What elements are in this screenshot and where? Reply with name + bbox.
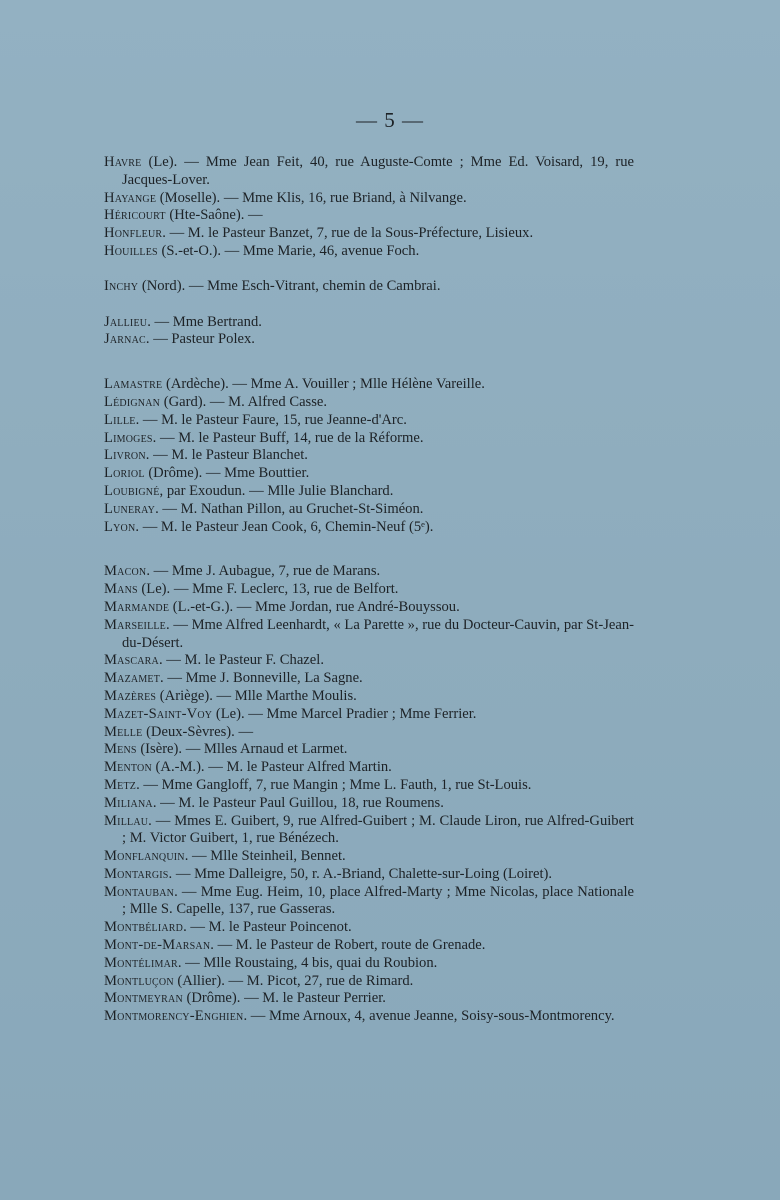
directory-entry	[104, 207, 634, 225]
directory-entry	[104, 884, 634, 920]
place-name: Melle	[104, 723, 143, 740]
place-name: Honfleur	[104, 225, 163, 242]
directory-entry	[104, 563, 634, 581]
place-name: Monflanquin	[104, 848, 185, 865]
place-name: Menton	[104, 759, 152, 776]
entry-text: . — Mme Dalleigre, 50, r. A.-Briand, Chalette-sur-Loing (Loiret).	[168, 865, 553, 882]
entry-text: . — M. le Pasteur Jean Cook, 6, Chemin-Neuf (5ᵉ).	[135, 518, 434, 535]
entry-text: . — M. le Pasteur Poincenot.	[183, 919, 352, 936]
directory-entry	[104, 688, 634, 706]
place-name: Mazamet	[104, 670, 161, 687]
directory-entry	[104, 955, 634, 973]
entry-text: (Allier). — M. Picot, 27, rue de Rimard.	[173, 972, 414, 989]
directory-entry	[104, 777, 634, 795]
entry-text: . — Mme Alfred Leenhardt, « La Parette », rue du Docteur-Cauvin, par St-Jean-du-Désert.	[122, 616, 634, 651]
place-name: Mans	[104, 581, 138, 598]
place-name: Inchy	[104, 277, 139, 294]
directory-entry	[104, 376, 634, 394]
directory-entry	[104, 412, 634, 430]
directory-entry	[104, 430, 634, 448]
directory-entry	[104, 990, 634, 1008]
entry-text: . — Mme J. Aubague, 7, rue de Marans.	[146, 563, 381, 580]
entry-text: . — Mme Eug. Heim, 10, place Alfred-Marty ; Mme Nicolas, place Nationale ; Mlle S. Capelle, 137, rue Gasseras.	[122, 883, 634, 918]
place-name: Mazères	[104, 687, 157, 704]
place-name: Marmande	[104, 598, 170, 615]
entry-text: . — M. le Pasteur Buff, 14, rue de la Réforme.	[152, 429, 424, 446]
directory-entry	[104, 447, 634, 465]
place-name: Millau	[104, 812, 149, 829]
place-name: Marseille	[104, 616, 166, 633]
place-name: Loubigné	[104, 482, 160, 499]
directory-entry	[104, 795, 634, 813]
place-name: Lédignan	[104, 393, 161, 410]
directory-entry	[104, 501, 634, 519]
directory-entry	[104, 394, 634, 412]
entry-text: (Le). — Mme Jean Feit, 40, rue Auguste-Comte ; Mme Ed. Voisard, 19, rue Jacques-Lover.	[122, 154, 634, 188]
directory-entry	[104, 919, 634, 937]
directory-entry	[104, 759, 634, 777]
directory-entry	[104, 741, 634, 759]
entry-text: (Hte-Saône). —	[165, 207, 263, 224]
entry-text: . — M. le Pasteur Paul Guillou, 18, rue Roumens.	[152, 794, 444, 811]
address-list	[104, 154, 634, 1026]
place-name: Lyon	[104, 518, 136, 535]
place-name: Havre	[104, 154, 142, 170]
directory-entry	[104, 243, 634, 261]
entry-text: . — Mme Gangloff, 7, rue Mangin ; Mme L. Fauth, 1, rue St-Louis.	[136, 776, 532, 793]
place-name: Jarnac	[104, 331, 146, 348]
entry-group	[104, 376, 634, 536]
directory-entry	[104, 190, 634, 208]
directory-entry	[104, 599, 634, 617]
place-name: Héricourt	[104, 207, 166, 224]
entry-group	[104, 563, 634, 1026]
entry-text: (Drôme). — M. le Pasteur Perrier.	[182, 990, 386, 1007]
directory-entry	[104, 581, 634, 599]
directory-entry	[104, 670, 634, 688]
directory-entry	[104, 1008, 634, 1026]
place-name: Hayange	[104, 189, 157, 206]
entry-text: . — Mme Bertrand.	[147, 313, 262, 330]
directory-entry	[104, 706, 634, 724]
directory-entry	[104, 278, 634, 296]
place-name: Miliana	[104, 794, 153, 811]
entry-text: . — M. Nathan Pillon, au Gruchet-St-Siméon.	[155, 500, 424, 517]
place-name: Montluçon	[104, 972, 174, 989]
directory-entry	[104, 724, 634, 742]
place-name: Montélimar	[104, 954, 178, 971]
directory-entry	[104, 973, 634, 991]
place-name: Jallieu	[104, 313, 148, 330]
directory-entry	[104, 937, 634, 955]
entry-text: (Drôme). — Mme Bouttier.	[144, 465, 310, 482]
entry-text: . — M. le Pasteur F. Chazel.	[158, 652, 324, 669]
entry-text: , par Exoudun. — Mlle Julie Blanchard.	[159, 482, 394, 499]
entry-group	[104, 154, 634, 261]
entry-text: . — Mlle Roustaing, 4 bis, quai du Roubion.	[177, 954, 438, 971]
directory-entry	[104, 483, 634, 501]
entry-text: (S.-et-O.). — Mme Marie, 46, avenue Foch.	[157, 242, 420, 259]
directory-entry	[104, 813, 634, 849]
place-name: Metz	[104, 776, 137, 793]
entry-text: (A.-M.). — M. le Pasteur Alfred Martin.	[151, 759, 392, 776]
entry-text: . — M. le Pasteur Faure, 15, rue Jeanne-d'Arc.	[135, 411, 407, 428]
place-name: Montmeyran	[104, 990, 183, 1007]
entry-text: . — Pasteur Polex.	[145, 331, 255, 348]
place-name: Montmorency-Enghien	[104, 1008, 244, 1025]
entry-text: . — Mlle Steinheil, Bennet.	[184, 848, 346, 865]
entry-text: (Le). — Mme F. Leclerc, 13, rue de Belfort.	[137, 581, 399, 598]
directory-entry	[104, 331, 634, 349]
entry-text: (Gard). — M. Alfred Casse.	[160, 393, 328, 410]
place-name: Montargis	[104, 865, 169, 882]
place-name: Houilles	[104, 242, 158, 259]
directory-entry	[104, 225, 634, 243]
place-name: Livron	[104, 447, 146, 464]
place-name: Loriol	[104, 465, 145, 482]
entry-text: . — M. le Pasteur Blanchet.	[145, 447, 308, 464]
place-name: Mont-de-Marsan	[104, 937, 211, 954]
place-name: Mascara	[104, 652, 159, 669]
directory-entry	[104, 848, 634, 866]
entry-text: (Isère). — Mlles Arnaud et Larmet.	[136, 741, 348, 758]
page-number: — 5 —	[356, 108, 424, 132]
place-name: Mazet-Saint-Voy	[104, 705, 213, 722]
place-name: Mens	[104, 741, 137, 758]
place-name: Luneray	[104, 500, 156, 517]
entry-text: . — Mme Arnoux, 4, avenue Jeanne, Soisy-sous-Montmorency.	[243, 1008, 615, 1025]
entry-text: (Le). — Mme Marcel Pradier ; Mme Ferrier.	[212, 705, 477, 722]
directory-entry	[104, 866, 634, 884]
entry-text: (Deux-Sèvres). —	[142, 723, 254, 740]
directory-entry	[104, 465, 634, 483]
directory-entry	[104, 617, 634, 653]
entry-text: (Moselle). — Mme Klis, 16, rue Briand, à Nilvange.	[156, 189, 467, 206]
entry-text: (Ariège). — Mlle Marthe Moulis.	[156, 687, 357, 704]
directory-entry	[104, 519, 634, 537]
entry-text: (L.-et-G.). — Mme Jordan, rue André-Bouyssou.	[169, 598, 460, 615]
place-name: Montauban	[104, 883, 175, 900]
entry-text: . — Mmes E. Guibert, 9, rue Alfred-Guibert ; M. Claude Liron, rue Alfred-Guibert ; M. Victor Guibert, 1, rue Bénézech.	[122, 812, 634, 847]
place-name: Limoges	[104, 429, 153, 446]
place-name: Lamastre	[104, 376, 163, 393]
entry-text: (Ardèche). — Mme A. Vouiller ; Mlle Hélène Vareille.	[162, 376, 485, 393]
entry-text: . — M. le Pasteur Banzet, 7, rue de la Sous-Préfecture, Lisieux.	[162, 225, 534, 242]
directory-entry	[104, 652, 634, 670]
entry-text: . — M. le Pasteur de Robert, route de Grenade.	[210, 937, 486, 954]
place-name: Lille	[104, 411, 136, 428]
entry-text: (Nord). — Mme Esch-Vitrant, chemin de Cambrai.	[138, 277, 441, 294]
entry-text: . — Mme J. Bonneville, La Sagne.	[160, 670, 363, 687]
place-name: Macon	[104, 563, 147, 580]
entry-group	[104, 314, 634, 350]
directory-entry	[104, 154, 634, 190]
place-name: Montbéliard	[104, 919, 184, 936]
directory-entry	[104, 314, 634, 332]
entry-group	[104, 278, 634, 296]
